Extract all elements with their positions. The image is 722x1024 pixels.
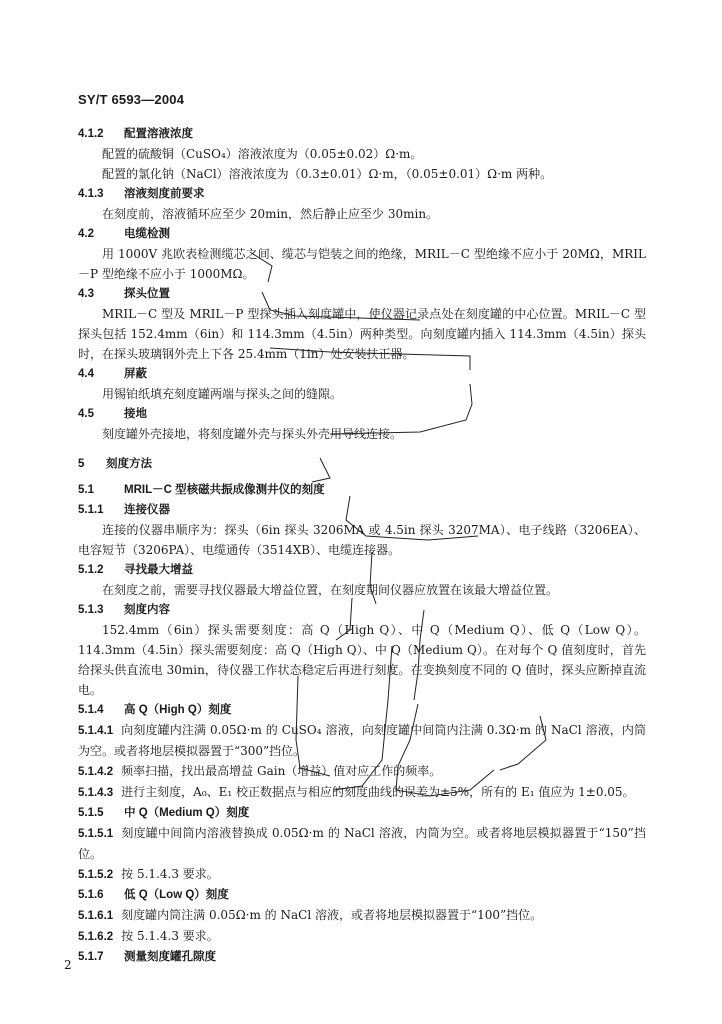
- section-heading: [78, 560, 646, 580]
- page-number: 2: [64, 958, 72, 972]
- document-body: [78, 124, 646, 967]
- section-title: 测量刻度罐孔隙度: [124, 951, 216, 963]
- numbered-paragraph: [78, 905, 646, 926]
- section-number: 4.1.2: [78, 128, 104, 140]
- section-title: 屏蔽: [124, 368, 147, 380]
- section-title: 高 Q（High Q）刻度: [124, 704, 232, 716]
- section-heading: [78, 885, 646, 905]
- section-heading: [78, 124, 646, 144]
- section-number: 4.5: [78, 408, 94, 420]
- paragraph: 152.4mm（6in）探头需要刻度：高 Q（High Q）、中 Q（Medium Q）、低 Q（Low Q）。114.3mm（4.5in）探头需要刻度：高 Q（High Q）、中 Q（Medium Q）。在对每个 Q 值刻度时，首先给探头供直流电 30min，待仪器工作状态稳定后再进行刻度。在变换刻度不同的 Q 值时，探头应断掉直流电。: [78, 623, 646, 697]
- section-number: 5.1.4: [78, 704, 104, 716]
- standard-number-header: SY/T 6593—2004: [78, 92, 185, 107]
- section-number: 4.2: [78, 228, 94, 240]
- section-number: 5.1: [78, 484, 94, 496]
- section-title: 刻度内容: [124, 604, 170, 616]
- clause-text: 按 5.1.4.3 要求。: [121, 929, 219, 943]
- section-title: MRIL－C 型核磁共振成像测井仪的刻度: [124, 484, 325, 496]
- section-number: 4.4: [78, 368, 94, 380]
- section-number: 5.1.2: [78, 564, 104, 576]
- section-number: 4.1.3: [78, 188, 104, 200]
- section-title: 探头位置: [124, 288, 170, 300]
- numbered-paragraph: [78, 926, 646, 947]
- clause-number: 5.1.4.2: [78, 766, 114, 778]
- section-number: 4.3: [78, 288, 94, 300]
- section-heading: [78, 184, 646, 204]
- clause-number: 5.1.6.2: [78, 931, 114, 943]
- clause-number: 5.1.4.1: [78, 725, 114, 737]
- section-heading: [78, 284, 646, 304]
- numbered-paragraph: [78, 864, 646, 885]
- section-heading: [78, 224, 646, 244]
- section-number: 5.1.7: [78, 951, 104, 963]
- section-title: 电缆检测: [124, 228, 170, 240]
- clause-text: 刻度罐内筒注满 0.05Ω·m 的 NaCl 溶液，或者将地层模拟器置于“100”挡位。: [121, 908, 543, 922]
- numbered-paragraph: [78, 823, 646, 864]
- paragraph: 用锡铂纸填充刻度罐两端与探头之间的缝隙。: [102, 387, 343, 401]
- paragraph: 连接的仪器串顺序为：探头（6in 探头 3206MA 或 4.5in 探头 3207MA）、电子线路（3206EA）、电容短节（3206PA）、电缆通传（3514XB）、电缆连接器。: [78, 523, 646, 557]
- paragraph: MRIL－C 型及 MRIL－P 型探头插入刻度罐中，使仪器记录点处在刻度罐的中心位置。MRIL－C 型探头包括 152.4mm（6in）和 114.3mm（4.5in）两种类型。向刻度罐内插入 114.3mm（4.5in）探头时，在探头玻璃钢外壳上下各 25.4mm（1in）处安装扶正器。: [78, 307, 646, 361]
- section-number: 5.1.3: [78, 604, 104, 616]
- paragraph: 刻度罐外壳接地，将刻度罐外壳与探头外壳用导线连接。: [102, 427, 403, 441]
- clause-number: 5.1.4.3: [78, 787, 114, 799]
- numbered-paragraph: [78, 782, 646, 803]
- clause-text: 刻度罐中间筒内溶液替换成 0.05Ω·m 的 NaCl 溶液，内筒为空。或者将地层模拟器置于“150”挡位。: [78, 826, 646, 861]
- section-heading: [78, 500, 646, 520]
- clause-number: 5.1.5.1: [78, 828, 114, 840]
- section-heading: [78, 404, 646, 424]
- clause-text: 按 5.1.4.3 要求。: [121, 867, 219, 881]
- section-heading: [78, 803, 646, 823]
- numbered-paragraph: [78, 761, 646, 782]
- section-heading: [78, 700, 646, 720]
- chapter-heading: [78, 454, 646, 474]
- clause-text: 向刻度罐内注满 0.05Ω·m 的 CuSO₄ 溶液，向刻度罐中间筒内注满 0.3Ω·m 的 NaCl 溶液，内筒为空。或者将地层模拟器置于“300”挡位。: [78, 723, 646, 758]
- numbered-paragraph: [78, 720, 646, 761]
- paragraph: 在刻度前，溶液循环应至少 20min，然后静止应至少 30min。: [102, 207, 439, 221]
- section-heading: [78, 600, 646, 620]
- clause-number: 5.1.6.1: [78, 910, 114, 922]
- paragraph: 用 1000V 兆欧表检测缆芯之间、缆芯与铠装之间的绝缘，MRIL－C 型绝缘不应小于 20MΩ，MRIL－P 型绝缘不应小于 1000MΩ。: [78, 247, 646, 281]
- section-title: 连接仪器: [124, 504, 170, 516]
- paragraph: 在刻度之前，需要寻找仪器最大增益位置，在刻度期间仪器应放置在该最大增益位置。: [102, 583, 559, 597]
- section-title: 寻找最大增益: [124, 564, 193, 576]
- section-number: 5: [78, 458, 85, 470]
- section-heading: [78, 364, 646, 384]
- clause-text: 进行主刻度，A₀、E₁ 校正数据点与相应的刻度曲线的误差为±5%，所有的 E₁ 值应为 1±0.05。: [121, 785, 635, 799]
- section-title: 接地: [124, 408, 147, 420]
- section-heading: [78, 947, 646, 967]
- section-title: 配置溶液浓度: [124, 128, 193, 140]
- section-number: 5.1.5: [78, 807, 104, 819]
- section-heading: [78, 480, 646, 500]
- section-number: 5.1.1: [78, 504, 104, 516]
- section-number: 5.1.6: [78, 889, 104, 901]
- section-title: 溶液刻度前要求: [124, 188, 205, 200]
- section-title: 中 Q（Medium Q）刻度: [124, 807, 250, 819]
- paragraph: 配置的氯化钠（NaCl）溶液浓度为（0.3±0.01）Ω·m，（0.05±0.01）Ω·m 两种。: [102, 167, 553, 181]
- paragraph: 配置的硫酸铜（CuSO₄）溶液浓度为（0.05±0.02）Ω·m。: [102, 147, 423, 161]
- clause-text: 频率扫描，找出最高增益 Gain（增益）值对应工作的频率。: [121, 764, 442, 778]
- section-title: 刻度方法: [106, 458, 152, 470]
- section-title: 低 Q（Low Q）刻度: [124, 889, 229, 901]
- clause-number: 5.1.5.2: [78, 869, 114, 881]
